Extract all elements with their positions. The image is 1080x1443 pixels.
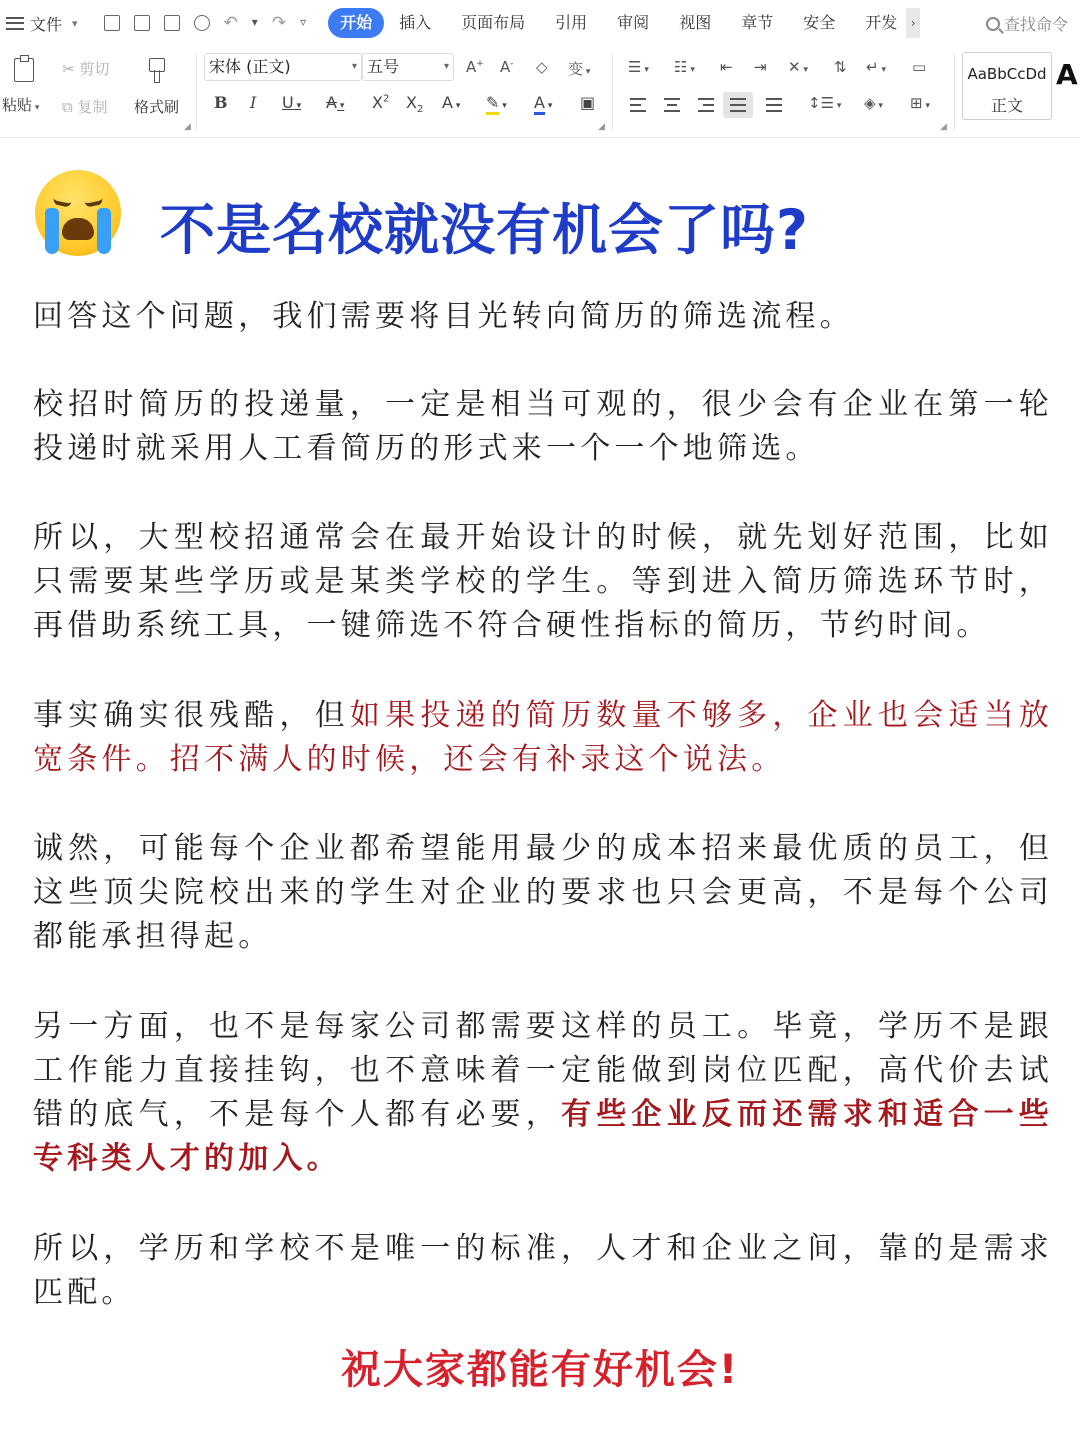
paragraph-3: 所以，大型校招通常会在最开始设计的时候，就先划好范围，比如只需要某些学历或是某类学校的学生。等到进入简历筛选环节时，再借助系统工具，一键筛选不符合硬性指标的简历，节约时间。 bbox=[33, 520, 1053, 643]
paste-icon[interactable] bbox=[14, 58, 34, 82]
tab-page-layout[interactable]: 页面布局 bbox=[461, 13, 526, 32]
justify-icon[interactable] bbox=[730, 98, 746, 112]
style-sample: AaBbCcDd bbox=[967, 65, 1047, 83]
style-heading-preview[interactable]: A bbox=[1056, 58, 1078, 91]
command-search[interactable] bbox=[986, 12, 1068, 35]
tab-developer[interactable]: 开发 bbox=[865, 13, 898, 32]
italic-icon[interactable]: I bbox=[250, 93, 257, 112]
file-menu-label: 文件 bbox=[30, 14, 63, 34]
redo-icon[interactable]: ↷ bbox=[271, 13, 287, 33]
chevron-down-icon: ▾ bbox=[72, 16, 78, 30]
increase-indent-icon[interactable]: ⇥ bbox=[754, 58, 767, 76]
highlight-icon[interactable]: ✎ ▾ bbox=[486, 93, 507, 112]
search-icon bbox=[986, 17, 1000, 31]
distributed-icon[interactable] bbox=[766, 98, 782, 112]
undo-icon[interactable]: ↶ bbox=[223, 13, 238, 33]
tab-security[interactable]: 安全 bbox=[803, 13, 836, 32]
align-left-icon[interactable] bbox=[630, 98, 646, 112]
line-spacing-icon[interactable]: ↕☰ ▾ bbox=[808, 94, 842, 112]
quick-access-toolbar bbox=[104, 15, 307, 31]
subscript-icon[interactable]: $X_2$ bbox=[406, 93, 424, 116]
chinese-layout-icon[interactable]: ✕ ▾ bbox=[788, 58, 808, 76]
paste-button[interactable]: 粘贴 ▾ bbox=[2, 96, 40, 114]
tabs-more-icon[interactable]: › bbox=[906, 8, 920, 38]
paragraph-5: 诚然，可能每个企业都希望能用最少的成本招来最优质的员工，但这些顶尖院校出来的学生对企业的要求也只会更高，不是每个公司都能承担得起。 bbox=[33, 831, 1053, 954]
ribbon-separator bbox=[196, 54, 197, 130]
paragraph-7: 所以，学历和学校不是唯一的标准，人才和企业之间，靠的是需求匹配。 bbox=[33, 1231, 1053, 1310]
closing-line: 祝大家都能有好机会! bbox=[340, 1347, 740, 1393]
chevron-down-icon: ▾ bbox=[351, 61, 357, 72]
clipboard-launcher-icon[interactable]: ◢ bbox=[184, 122, 191, 132]
border-icon[interactable]: ⊞ ▾ bbox=[910, 94, 930, 112]
loudly-crying-face-icon bbox=[35, 170, 121, 256]
shrink-font-icon[interactable]: A- bbox=[500, 58, 514, 76]
paragraph-2: 校招时简历的投递量，一定是相当可观的，很少会有企业在第一轮投递时就采用人工看简历的形式来一个一个地筛选。 bbox=[33, 387, 1053, 466]
menu-bar bbox=[0, 0, 1080, 46]
undo-dropdown-icon[interactable]: ▾ bbox=[251, 15, 258, 29]
format-painter-icon[interactable] bbox=[149, 58, 163, 82]
align-center-icon[interactable] bbox=[664, 98, 680, 112]
tab-references[interactable]: 引用 bbox=[555, 13, 588, 32]
font-size-select[interactable]: 五号 ▾ bbox=[362, 53, 454, 81]
clear-format-icon[interactable]: ◇ bbox=[536, 58, 548, 76]
ribbon-tabs bbox=[328, 8, 920, 38]
tab-sections[interactable]: 章节 bbox=[741, 13, 774, 32]
hamburger-icon bbox=[6, 17, 24, 30]
font-launcher-icon[interactable]: ◢ bbox=[598, 122, 605, 132]
ruler-icon[interactable]: ▭ bbox=[912, 58, 927, 76]
sort-icon[interactable]: ⇅ bbox=[834, 58, 847, 76]
customize-toolbar-icon[interactable]: ▿ bbox=[300, 15, 307, 29]
style-name: 正文 bbox=[990, 96, 1023, 115]
command-search-placeholder: 查找命令 bbox=[1003, 15, 1068, 34]
numbered-list-icon[interactable]: ☷ ▾ bbox=[674, 58, 695, 76]
copy-icon: ⧉ bbox=[62, 98, 78, 116]
font-name-select[interactable]: 宋体 (正文) ▾ bbox=[204, 53, 362, 81]
bullet-list-icon[interactable]: ☰ ▾ bbox=[628, 58, 649, 76]
shading-icon[interactable]: ◈ ▾ bbox=[864, 94, 883, 112]
paragraph-1: 回答这个问题，我们需要将目光转向简历的筛选流程。 bbox=[33, 299, 854, 334]
scissors-icon: ✂ bbox=[62, 60, 80, 78]
paragraph-4 bbox=[33, 694, 1053, 782]
tab-review[interactable]: 审阅 bbox=[617, 13, 650, 32]
cut-button[interactable]: ✂ 剪切 bbox=[62, 60, 110, 78]
copy-button[interactable]: ⧉ 复制 bbox=[62, 98, 108, 116]
decrease-indent-icon[interactable]: ⇤ bbox=[720, 58, 733, 76]
ribbon-separator bbox=[612, 54, 613, 130]
document-title: 不是名校就没有机会了吗? bbox=[160, 198, 809, 262]
phonetic-guide-icon[interactable]: 变 ▾ bbox=[568, 60, 591, 78]
paragraph-launcher-icon[interactable]: ◢ bbox=[940, 122, 947, 132]
grow-font-icon[interactable]: A+ bbox=[466, 58, 484, 76]
export-pdf-icon[interactable] bbox=[134, 15, 150, 31]
file-menu[interactable] bbox=[6, 12, 78, 35]
strikethrough-icon[interactable]: A ▾ bbox=[326, 93, 345, 112]
tab-view[interactable]: 视图 bbox=[679, 13, 712, 32]
ribbon-separator bbox=[954, 54, 955, 130]
character-border-icon[interactable]: ▣ bbox=[580, 93, 596, 112]
font-color-icon[interactable]: A ▾ bbox=[534, 93, 552, 112]
align-right-icon[interactable] bbox=[698, 98, 714, 112]
print-preview-icon[interactable] bbox=[194, 15, 210, 31]
format-painter-button[interactable]: 格式刷 bbox=[134, 98, 180, 116]
tab-home[interactable]: 开始 bbox=[328, 8, 384, 38]
save-icon[interactable] bbox=[104, 15, 120, 31]
paragraph-4-text: 事实确实很残酷，但 bbox=[33, 698, 350, 733]
paragraph-6-highlight: 有些企业反而还需求和适合一些专科类人才的加入。 bbox=[33, 1097, 1053, 1176]
bold-icon[interactable]: B bbox=[214, 93, 228, 112]
style-normal[interactable] bbox=[962, 52, 1052, 120]
chevron-down-icon: ▾ bbox=[443, 61, 449, 72]
tab-insert[interactable]: 插入 bbox=[399, 13, 432, 32]
underline-icon[interactable]: U ▾ bbox=[282, 93, 302, 112]
paragraph-4-highlight: 如果投递的简历数量不够多，企业也会适当放宽条件。招不满人的时候，还会有补录这个说法。 bbox=[33, 698, 1054, 777]
print-icon[interactable] bbox=[164, 15, 180, 31]
paragraph-6-text: 另一方面，也不是每家公司都需要这样的员工。毕竟，学历不是跟工作能力直接挂钩，也不意味着一定能做到岗位匹配，高代价去试错的底气，不是每个人都有必要， bbox=[33, 1009, 1053, 1132]
text-effect-icon[interactable]: A ▾ bbox=[442, 93, 461, 112]
paragraph-6 bbox=[33, 1005, 1053, 1181]
superscript-icon[interactable]: $X^2$ bbox=[372, 93, 390, 112]
ribbon-home bbox=[0, 46, 1080, 138]
show-marks-icon[interactable]: ↵ ▾ bbox=[866, 58, 886, 76]
